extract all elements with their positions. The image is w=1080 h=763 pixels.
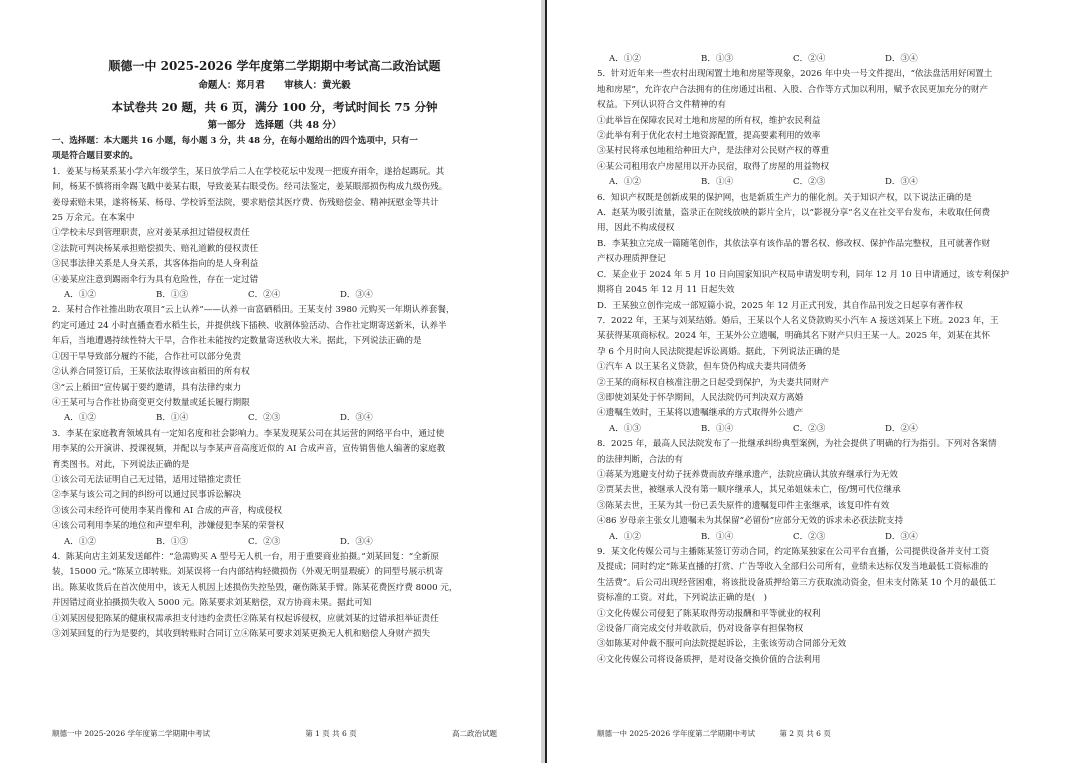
option-c: C．②③: [793, 531, 826, 542]
question-4-text: 4．陈某向店主刘某发送邮件：“急需购买 A 型号无人机一台，用于重要商业拍摄。”刘某回复：“全新原: [52, 551, 439, 562]
question-7-options: [597, 422, 1040, 437]
question-3-statement: ③该公司未经许可使用李某肖像和 AI 合成的声音，构成侵权: [52, 505, 282, 516]
option-a: A．①②: [609, 177, 641, 188]
question-7-text: 某获得某项商标权。2024 年，王某外公立遗嘱，明确其名下财产只归王某一人。2025 年，刘某在其怀: [597, 331, 990, 342]
question-5-statement: ③某村民将承包地租给种田大户，是法律对公民财产权的尊重: [597, 146, 830, 157]
option-c: C．②③: [793, 423, 826, 434]
question-4-options: [597, 52, 1040, 67]
question-2-statement: ①因干旱导致部分履约不能，合作社可以部分免责: [52, 351, 242, 362]
question-6-option-b: B．李某独立完成一篇随笔创作，其依法享有该作品的署名权、修改权、保护作品完整权，且可就著作财: [597, 238, 991, 249]
question-9-statement: ④文化传媒公司将设备质押，是对设备交换价值的合法利用: [597, 654, 821, 665]
question-4-statement: ③刘某回复的行为是要约，其收到转账时合同订立④陈某可要求刘某更换无人机和赔偿人身财产损失: [52, 629, 431, 639]
footer-exam-name: 顺德一中 2025-2026 学年度第二学期期中考试: [52, 729, 210, 738]
question-6-option-b: 产权办理质押登记: [597, 254, 666, 265]
question-3-text: 用李某的公开演讲、授课视频，并配以与李某声音高度近似的 AI 合成声音，宣传销售他人编著的家庭教: [52, 444, 446, 455]
question-1-options: [52, 288, 497, 303]
question-9-text: 9．某文化传媒公司与主播陈某签订劳动合同，约定陈某独家在公司平台直播，公司提供设备并支付工资: [597, 547, 990, 557]
question-1-text: 姜母索赔未果，遂将杨某、杨母、学校诉至法院，要求赔偿其医疗费、伤残赔偿金、精神抚慰金等共计: [52, 197, 439, 208]
question-1-statement: ③民事法律关系是人身关系，其客体指向的是人身利益: [52, 259, 259, 270]
question-6-option-d: D．王某独立创作完成一部短篇小说，2025 年 12 月正式刊发，其自作品刊发之日起享有著作权: [597, 300, 963, 311]
question-8-text: 的法律判断，合法的有: [597, 454, 683, 465]
question-9-text: 及提成；同时约定“陈某直播的打赏、广告等收入全部归公司所有，业绩未达标仅发当地最低工资标准的: [597, 562, 989, 573]
footer-exam-name: 顺德一中 2025-2026 学年度第二学期期中考试: [597, 729, 755, 738]
option-c: C．②③: [793, 177, 826, 188]
question-1-statement: ②法院可判决杨某承担赔偿损失、赔礼道歉的侵权责任: [52, 243, 259, 254]
question-5-statement: ②此举有利于优化农村土地资源配置，提高要素利用的效率: [597, 131, 821, 142]
option-c: C．②③: [248, 536, 281, 547]
option-d: D．③④: [885, 177, 918, 188]
question-3-text: 3．李某在家庭教育领域具有一定知名度和社会影响力。李某发现某公司在其运营的网络平台中，通过使: [52, 428, 445, 439]
part-title: 第一部分 选择题（共 48 分）: [207, 120, 342, 131]
page-footer: [52, 728, 497, 739]
question-5-options: [597, 175, 1040, 190]
option-b: B．①④: [701, 423, 734, 434]
question-7-statement: ①汽车 A 以王某名义贷款，但车贷仍构成夫妻共同债务: [597, 362, 807, 373]
question-9-text: 资标准的工资。对此，下列说法正确的是( ): [597, 593, 767, 604]
section-instructions: 一、选择题：本大题共 16 小题，每小题 3 分，共 48 分，在每小题给出的四个选项中，只有一: [52, 136, 418, 146]
option-a: A．①②: [609, 54, 641, 64]
question-3-statement: ②李某与该公司之间的纠纷可以通过民事诉讼解决: [52, 490, 242, 501]
option-d: D．③④: [885, 531, 918, 542]
question-8-statement: ④86 岁母亲主张女儿遗嘱未为其保留“必留份”应部分无效的诉求未必获法院支持: [597, 516, 904, 527]
option-b: B．①④: [701, 177, 734, 188]
question-3-statement: ④该公司利用李某的地位和声望牟利，涉嫌侵犯李某的荣誉权: [52, 521, 285, 532]
exam-title: 顺德一中 2025-2026 学年度第二学期期中考试高二政治试题: [108, 59, 441, 73]
footer-page-number: 第 1 页 共 6 页: [305, 729, 357, 738]
question-6-option-c: 期将自 2045 年 12 月 11 日起失效: [597, 285, 735, 296]
setter-name: 命题人：郑月君: [198, 80, 265, 91]
reviewer-name: 审核人：黄光毅: [284, 80, 351, 91]
option-b: B．①④: [156, 413, 189, 424]
question-3-text: 育类图书。对此，下列说法正确的是: [52, 459, 190, 470]
question-6-text: 6．知识产权既是创新成果的保护网，也是新质生产力的催化剂。关于知识产权，以下说法正确的是: [597, 192, 973, 203]
question-5-text: 地和房屋”，允许农户合法拥有的住房通过出租、入股、合作等方式加以利用，赋予农民更加充分的财产: [597, 84, 989, 95]
exam-summary: 本试卷共 20 题，共 6 页，满分 100 分，考试时间长 75 分钟: [111, 100, 438, 114]
question-4-text: 并因错过商业拍摄损失收入 5000 元。陈某要求刘某赔偿，双方协商未果。据此可知: [52, 598, 372, 609]
option-c: C．②④: [793, 54, 826, 64]
question-8-text: 8．2025 年，最高人民法院发布了一批继承纠纷典型案例，为社会提供了明确的行为指引。下列对各案情: [597, 439, 997, 450]
question-8-statement: ①蒋某为逃避支付幼子抚养费而放弃继承遗产，法院应确认其放弃继承行为无效: [597, 469, 898, 480]
question-4-statement: ①刘某因侵犯陈某的健康权需承担支付违约金责任②陈某有权起诉侵权，应就刘某的过错承担举证责任: [52, 613, 439, 624]
question-4-text: 装，15000 元。”陈某立即转账。刘某误将一台内部结构轻微损伤（外观无明显瑕疵）的同型号展示机寄: [52, 567, 444, 578]
option-d: D．③④: [885, 54, 918, 64]
question-8-statement: ②贾某去世，被继承人没有第一顺序继承人，其兄弟姐妹未亡，侄/甥可代位继承: [597, 485, 901, 496]
question-2-text: 约定可通过 24 小时直播查看水稻生长，并提供线下插秧、收割体验活动、合作社定期寄送新米，认养半: [52, 320, 447, 331]
question-1-text: 25 万余元。在本案中: [52, 213, 135, 224]
option-d: D．②④: [885, 423, 918, 434]
footer-page-number: 第 2 页 共 6 页: [779, 729, 831, 738]
option-a: A．①②: [609, 531, 641, 542]
option-a: A．①②: [64, 290, 96, 301]
option-d: D．③④: [340, 536, 373, 547]
question-8-options: [597, 530, 1040, 545]
option-b: B．①④: [701, 531, 734, 542]
question-2-options: [52, 411, 497, 426]
option-a: A．①②: [64, 413, 96, 424]
option-b: B．①③: [701, 54, 734, 64]
question-9-statement: ①文化传媒公司侵犯了陈某取得劳动报酬和平等就业的权利: [597, 608, 821, 619]
question-5-text: 权益。下列认识符合文件精神的有: [597, 100, 726, 111]
question-9-statement: ③如陈某对仲裁不服可向法院提起诉讼，主张该劳动合同部分无效: [597, 639, 847, 650]
question-1-text: 1．姜某与杨某系某小学六年级学生，某日放学后二人在学校花坛中发现一把废弃雨伞，遂拾起踢玩。其: [52, 166, 445, 177]
footer-subject: 高二政治试题: [451, 729, 497, 738]
question-2-statement: ③“云上稻田”宣传属于要约邀请，具有法律约束力: [52, 382, 242, 393]
question-2-statement: ②认养合同签订后，王某依法取得该亩稻田的所有权: [52, 367, 250, 378]
question-7-statement: ④遗嘱生效时，王某将以遗嘱继承的方式取得外公遗产: [597, 408, 804, 419]
question-7-text: 7．2022 年，王某与刘某结婚。婚后，王某以个人名义贷款购买小汽车 A 接送刘某上下班。2023 年，王: [597, 315, 999, 326]
question-2-text: 2．某村合作社推出助农项目“云上认养”——认养一亩富硒稻田。王某支付 3980 元购买一年期认养套餐，: [52, 305, 455, 316]
question-2-statement: ④王某可与合作社协商变更交付数量或延长履行期限: [52, 397, 250, 408]
option-b: B．①③: [156, 536, 189, 547]
question-9-text: 生活费”。后公司出现经营困难，将该批设备质押给第三方获取流动资金，但未支付陈某 10 个月的最低工: [597, 577, 996, 588]
question-9-statement: ②设备厂商完成交付并收款后，仍对设备享有担保物权: [597, 624, 804, 635]
question-6-option-a: 用，因此不构成侵权: [597, 223, 675, 234]
question-1-statement: ④姜某应注意到踢雨伞行为具有危险性，存在一定过错: [52, 274, 259, 285]
question-8-statement: ③陈某去世，王某为其一份已丢失原件的遗嘱复印件主张继承，该复印件有效: [597, 500, 890, 511]
question-4-text: 出。陈某收货后在首次使用中，该无人机因上述损伤失控坠毁，砸伤陈某手臂。陈某花费医疗费 8000 元，: [52, 582, 458, 593]
option-d: D．③④: [340, 413, 373, 424]
question-7-text: 孕 6 个月时向人民法院提起诉讼离婚。据此，下列说法正确的是: [597, 346, 840, 357]
question-3-statement: ①该公司无法证明自己无过错，适用过错推定责任: [52, 474, 242, 485]
author-line: [52, 78, 497, 94]
question-2-text: 年后，当地遭遇持续性特大干旱，合作社未能按约定数量寄送秋收大米。据此，下列说法正确的是: [52, 336, 422, 347]
question-6-option-a: A．赵某为吸引流量，盗录正在院线放映的影片全片，以“影视分享”名义在社交平台发布，未收取任何费: [597, 208, 991, 219]
question-7-statement: ③即使刘某处于怀孕期间，人民法院仍可判决双方离婚: [597, 392, 804, 403]
question-6-option-c: C．某企业于 2024 年 5 月 10 日向国家知识产权局申请发明专利，同年 12 月 10 日申请通过，该专利保护: [597, 269, 1010, 280]
section-instructions: 项是符合题目要求的。: [52, 151, 138, 162]
option-c: C．②③: [248, 413, 281, 424]
page-footer: [597, 728, 831, 739]
question-1-text: 间，杨某不慎将雨伞踢飞戳中姜某右眼，导致姜某右眼受伤。经司法鉴定，姜某眼部损伤构成九级伤残。: [52, 182, 448, 193]
option-b: B．①③: [156, 290, 189, 301]
question-1-statement: ①学校未尽到管理职责，应对姜某承担过错侵权责任: [52, 228, 250, 239]
option-c: C．②④: [248, 290, 281, 301]
question-5-statement: ④某公司租用农户房屋用以开办民宿，取得了房屋的用益物权: [597, 161, 830, 172]
option-a: A．①②: [64, 536, 96, 547]
question-7-statement: ②王某的商标权自核准注册之日起受到保护，为夫妻共同财产: [597, 377, 830, 388]
question-5-text: 5．针对近年来一些农村出现闲置土地和房屋等现象，2026 年中央一号文件提出，“依法盘活用好闲置土: [597, 69, 993, 80]
question-5-statement: ①此举旨在保障农民对土地和房屋的所有权，维护农民利益: [597, 115, 821, 126]
option-a: A．①③: [609, 423, 641, 434]
exam-page-2: [545, 0, 1080, 763]
option-d: D．③④: [340, 290, 373, 301]
question-3-options: [52, 535, 497, 550]
